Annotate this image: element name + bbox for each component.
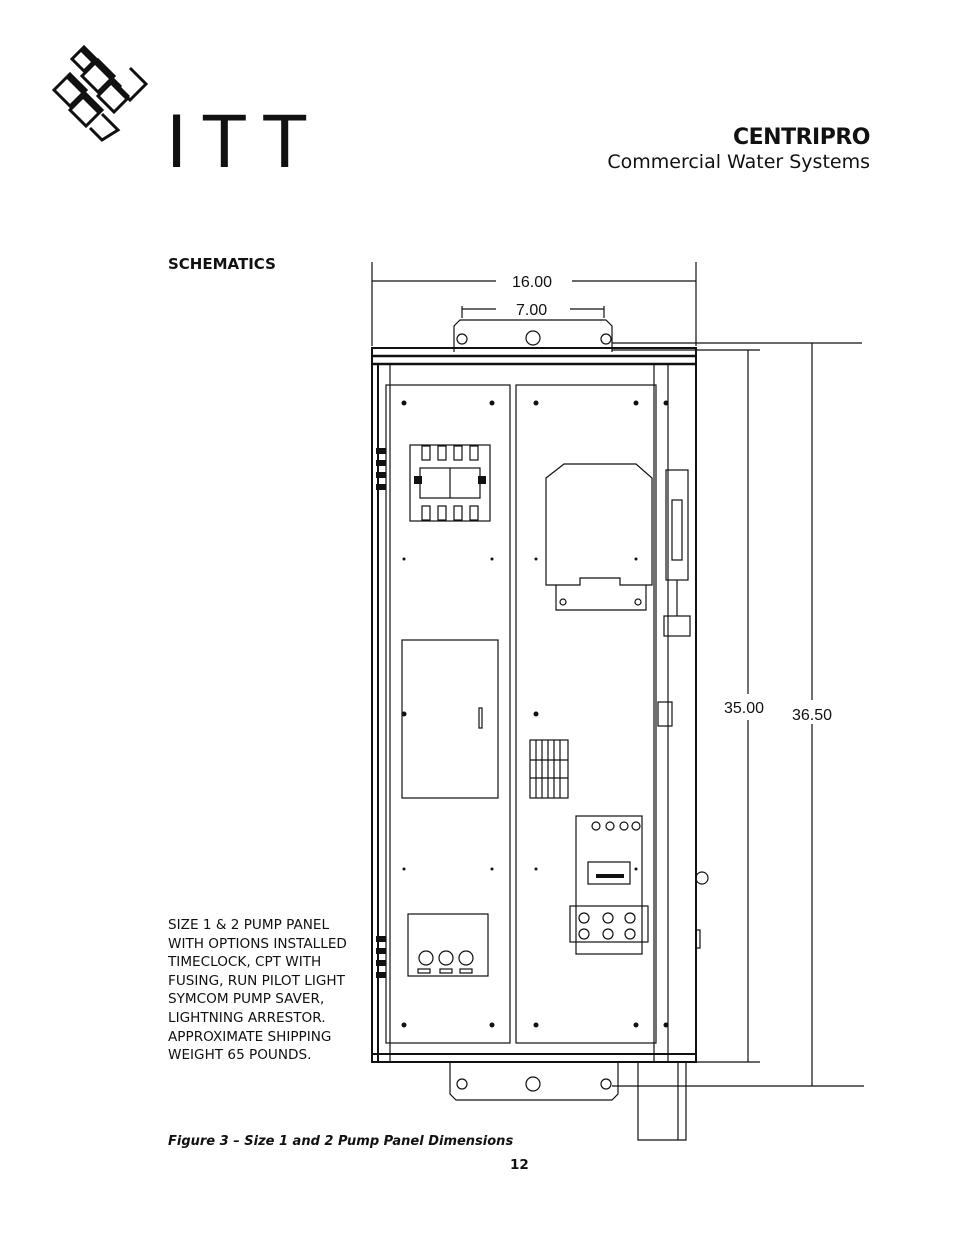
section-title: SCHEMATICS xyxy=(168,255,276,273)
description-line: SIZE 1 & 2 PUMP PANEL xyxy=(168,917,330,933)
dim-overall-width: 16.00 xyxy=(512,274,553,291)
description-line: TIMECLOCK, CPT WITH xyxy=(168,954,322,971)
itt-logo-text: ITT xyxy=(166,99,322,184)
description-line: SYMCOM PUMP SAVER, xyxy=(168,991,325,1008)
dim-mount-spacing: 7.00 xyxy=(516,302,548,319)
figure-description xyxy=(168,916,347,1065)
description-line: LIGHTNING ARRESTOR. xyxy=(168,1009,326,1026)
description-line: FUSING, RUN PILOT LIGHT xyxy=(168,972,345,989)
description-line: APPROXIMATE SHIPPING xyxy=(168,1028,332,1045)
description-line: WEIGHT 65 POUNDS. xyxy=(168,1047,312,1064)
brand-subtitle: Commercial Water Systems xyxy=(607,151,870,173)
page-number: 12 xyxy=(510,1157,529,1173)
brand-name: CENTRIPRO xyxy=(733,125,870,150)
dim-overall-height: 36.50 xyxy=(792,707,833,724)
figure-caption: Figure 3 – Size 1 and 2 Pump Panel Dimensions xyxy=(168,1134,514,1149)
description-line: WITH OPTIONS INSTALLED xyxy=(168,935,347,952)
dim-enclosure-height: 35.00 xyxy=(724,700,765,717)
